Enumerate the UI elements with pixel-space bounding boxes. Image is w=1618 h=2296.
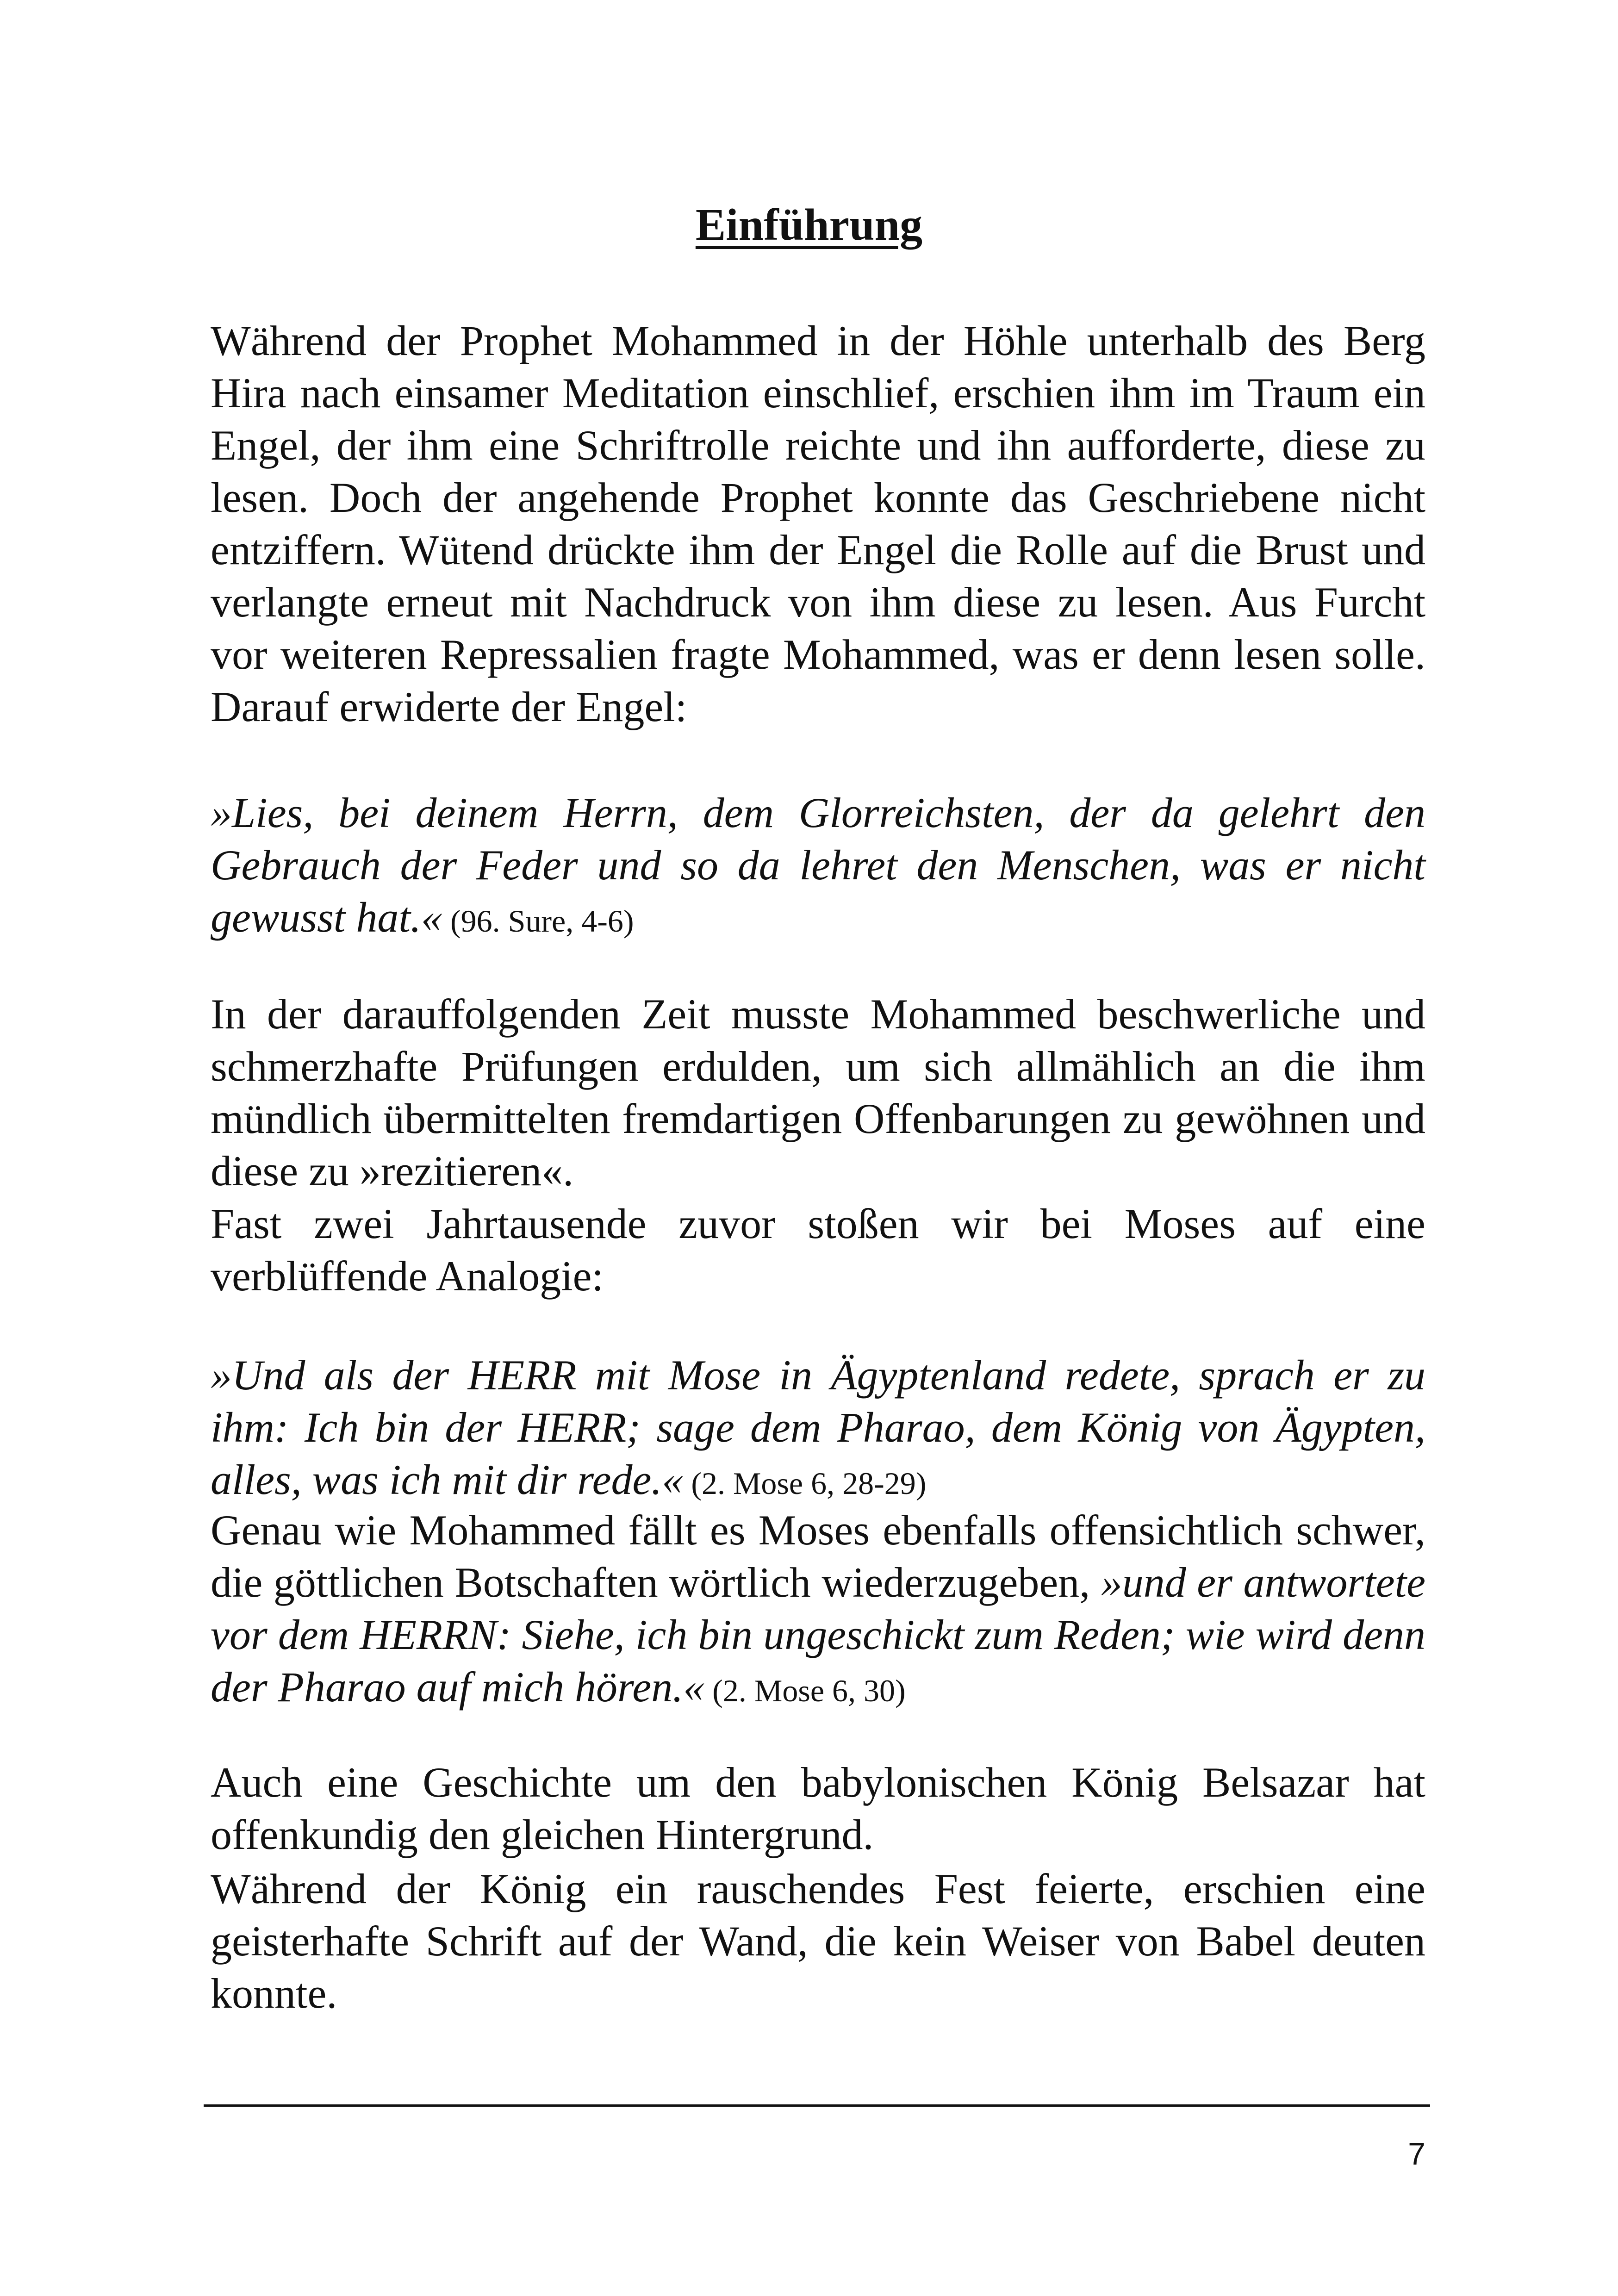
quote-reference: (2. Mose 6, 30) — [704, 1673, 906, 1708]
quote-text: »Lies, bei deinem Herrn, dem Glorreichsten, der da gelehrt den Gebrauch der Feder und so da lehret den Menschen, was er nicht gewusst hat.« — [211, 789, 1425, 941]
inline-quote: »und er antwortete vor dem HERRN: Siehe, ich bin ungeschickt zum Reden; wie wird denn der Pharao auf mich hören.« — [211, 1559, 1425, 1711]
paragraph-moses-analogy: Fast zwei Jahrtausende zuvor stoßen wir bei Moses auf eine verblüffende Analogie: — [211, 1200, 1425, 1300]
footer-rule — [204, 2104, 1430, 2107]
paragraph-moses-speech — [211, 1504, 1425, 1717]
quote-sure-96 — [211, 787, 1425, 947]
quote-mose-6-28 — [211, 1349, 1425, 1510]
quote-text: »Und als der HERR mit Mose in Ägyptenland redete, sprach er zu ihm: Ich bin der HERR; sage dem Pharao, dem König von Ägypten, alles, was ich mit dir rede.« — [211, 1351, 1425, 1503]
paragraph-belsazar: Auch eine Geschichte um den babylonischen König Belsazar hat offenkundig den gleichen Hintergrund. — [211, 1759, 1425, 1858]
page-number: 7 — [1408, 2136, 1425, 2172]
chapter-heading: Einführung — [695, 200, 923, 250]
paragraph-trials: In der darauffolgenden Zeit musste Mohammed beschwerliche und schmerzhafte Prüfungen erdulden, um sich allmählich an die ihm mündlich übermittelten fremdartigen Offenbarungen zu gewöhnen und diese zu »rezitieren«. — [211, 990, 1425, 1195]
paragraph-text: Genau wie Mohammed fällt es Moses ebenfalls offensichtlich schwer, die göttlichen Botschaften wörtlich wiederzugeben, — [211, 1506, 1425, 1606]
quote-reference: (2. Mose 6, 28-29) — [683, 1466, 927, 1501]
paragraph-writing-on-wall: Während der König ein rauschendes Fest feierte, erschien eine geisterhafte Schrift auf der Wand, die kein Weiser von Babel deuten konnte. — [211, 1865, 1425, 2017]
paragraph-mohammed-dream: Während der Prophet Mohammed in der Höhle unterhalb des Berg Hira nach einsamer Meditation einschlief, erschien ihm im Traum ein Engel, der ihm eine Schriftrolle reichte und ihn aufforderte, diese zu lesen. Doch der angehende Prophet konnte das Geschriebene nicht entziffern. Wütend drückte ihm der Engel die Rolle auf die Brust und verlangte erneut mit Nachdruck von ihm diese zu lesen. Aus Furcht vor weiteren Repressalien fragte Mohammed, was er denn lesen solle. Darauf erwiderte der Engel: — [211, 317, 1425, 730]
quote-reference: (96. Sure, 4-6) — [442, 903, 634, 939]
